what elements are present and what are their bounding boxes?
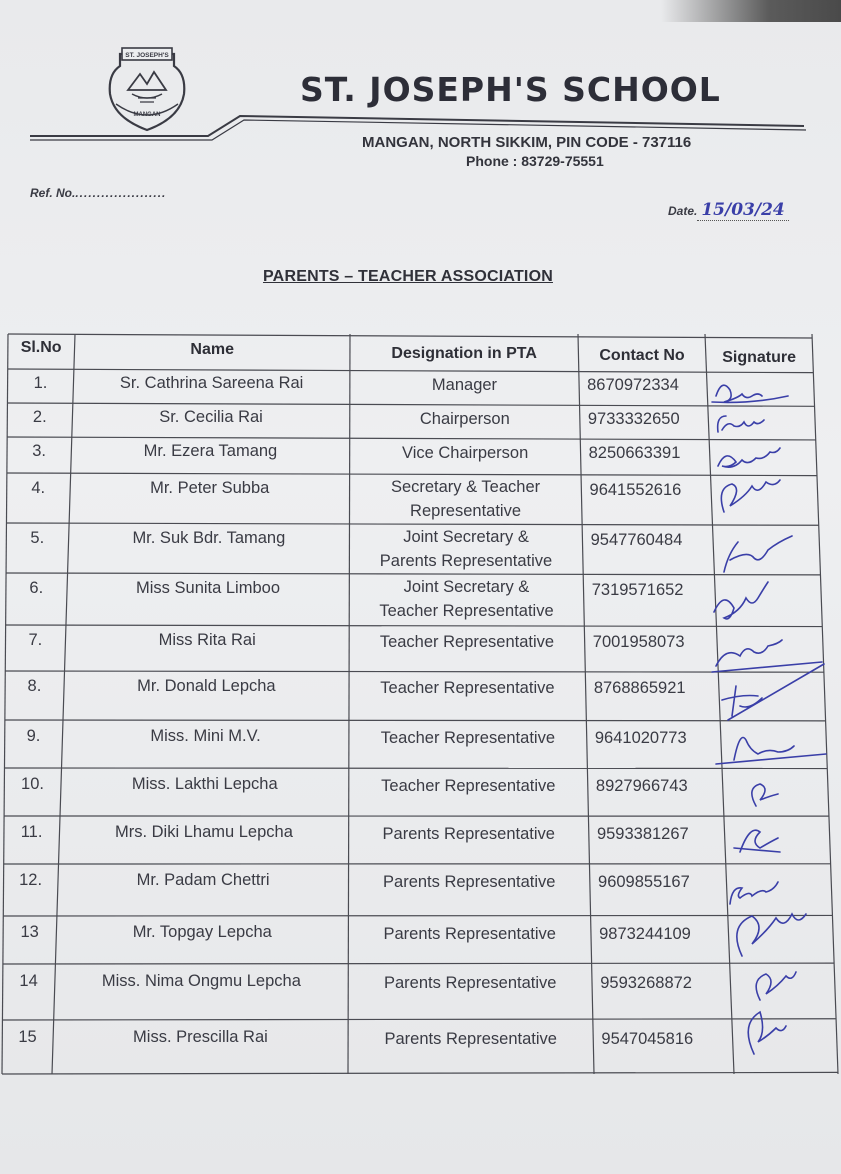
signature-14: [756, 972, 796, 1000]
cell-designation-line: Teacher Representative: [379, 602, 554, 620]
signature-10: [752, 784, 778, 806]
cell-designation-line: Teacher Representative: [379, 633, 555, 652]
cell-designation-line: Parents Representative: [384, 973, 557, 992]
cell-slno: 8.: [27, 677, 42, 696]
cell-slno: 3.: [32, 442, 46, 461]
ref-dots: .....................: [75, 186, 167, 200]
cell-name: Sr. Cecilia Rai: [159, 408, 263, 427]
cell-contact: 9593381267: [596, 825, 689, 843]
cell-slno: 6.: [29, 579, 44, 597]
cell-designation-line: Vice Chairperson: [402, 444, 529, 463]
signature-13: [737, 914, 806, 956]
cell-slno: 15: [18, 1027, 37, 1046]
cell-name: Sr. Cathrina Sareena Rai: [119, 374, 304, 392]
cell-slno: 13: [20, 923, 39, 942]
signature-2: [718, 416, 764, 432]
signature-7: [712, 640, 822, 672]
school-address: MANGAN, NORTH SIKKIM, PIN CODE - 737116: [362, 134, 692, 151]
cell-designation-line: Secretary & Teacher: [390, 478, 541, 496]
school-name: ST. JOSEPH'S SCHOOL: [300, 70, 721, 109]
cell-designation-line: Parents Representative: [383, 873, 556, 892]
date-label: Date.: [668, 204, 698, 218]
header-designation: Designation in PTA: [391, 345, 537, 362]
header-signature: Signature: [722, 349, 797, 366]
cell-designation-line: Parents Representative: [384, 1029, 557, 1048]
cell-name: Mr. Topgay Lepcha: [132, 923, 272, 942]
cell-name: Mr. Peter Subba: [150, 478, 270, 497]
date-value: 15/03/24: [697, 200, 788, 221]
signature-3: [718, 448, 780, 467]
signature-8: [722, 664, 824, 720]
ref-label: Ref. No.: [30, 186, 76, 200]
cell-designation-line: Teacher Representative: [380, 728, 555, 747]
cell-name: Miss Sunita Limboo: [136, 579, 280, 597]
signature-5: [724, 536, 792, 572]
cell-name: Miss. Nima Ongmu Lepcha: [101, 971, 301, 990]
signature-12: [730, 882, 778, 904]
cell-slno: 12.: [19, 871, 43, 890]
header-slno: Sl.No: [20, 339, 62, 356]
cell-contact: 7319571652: [591, 581, 684, 599]
signature-15: [748, 1012, 786, 1054]
cell-designation-line: Representative: [410, 502, 522, 520]
signature-6: [714, 582, 768, 619]
cell-contact: 9641020773: [594, 728, 687, 747]
cell-slno: 10.: [21, 774, 44, 793]
cell-contact: 7001958073: [592, 633, 685, 652]
cell-name: Mrs. Diki Lhamu Lepcha: [114, 823, 293, 841]
cell-slno: 4.: [31, 478, 46, 497]
cell-designation-line: Joint Secretary &: [403, 578, 530, 596]
cell-designation-line: Joint Secretary &: [403, 528, 529, 546]
logo-text-top: ST. JOSEPH'S: [125, 52, 169, 59]
cell-slno: 14: [19, 971, 38, 990]
cell-name: Miss. Mini M.V.: [150, 726, 261, 745]
header-name: Name: [190, 341, 234, 358]
document-title: PARENTS – TEACHER ASSOCIATION: [263, 268, 553, 285]
cell-slno: 2.: [32, 408, 47, 427]
cell-slno: 9.: [26, 726, 41, 745]
school-phone: Phone : 83729-75551: [466, 153, 604, 169]
logo-text-bottom: MANGAN: [133, 112, 161, 118]
cell-contact: 9593268872: [600, 973, 692, 992]
cell-designation-line: Parents Representative: [383, 925, 556, 944]
cell-contact: 9873244109: [599, 925, 691, 944]
cell-contact: 9733332650: [587, 410, 680, 429]
cell-designation-line: Manager: [431, 376, 498, 394]
cell-contact: 8250663391: [588, 444, 681, 463]
cell-name: Miss. Lakthi Lepcha: [131, 774, 278, 793]
cell-name: Mr. Suk Bdr. Tamang: [132, 528, 286, 547]
cell-slno: 5.: [30, 528, 45, 547]
cell-contact: 9547045816: [601, 1029, 694, 1048]
cell-name: Miss Rita Rai: [158, 631, 256, 650]
cell-slno: 7.: [28, 631, 43, 650]
cell-designation-line: Teacher Representative: [380, 679, 555, 698]
cell-slno: 11.: [20, 823, 43, 841]
signature-9: [716, 738, 826, 765]
cell-slno: 1.: [33, 374, 48, 392]
signature-11: [734, 830, 780, 852]
cell-name: Mr. Padam Chettri: [136, 871, 270, 890]
cell-designation-line: Parents Representative: [379, 552, 553, 570]
header-contact: Contact No: [599, 347, 685, 364]
cell-contact: 9641552616: [589, 480, 682, 499]
cell-name: Miss. Prescilla Rai: [133, 1027, 268, 1046]
signature-1: [712, 385, 788, 402]
cell-contact: 8670972334: [587, 376, 679, 394]
cell-name: Mr. Donald Lepcha: [137, 677, 276, 696]
cell-designation-line: Parents Representative: [382, 825, 555, 843]
cell-name: Mr. Ezera Tamang: [143, 442, 278, 461]
cell-contact: 8927966743: [595, 776, 688, 795]
cell-contact: 9547760484: [590, 530, 683, 549]
signature-4: [721, 480, 780, 512]
cell-contact: 9609855167: [598, 873, 690, 892]
cell-designation-line: Chairperson: [419, 410, 510, 429]
cell-designation-line: Teacher Representative: [381, 776, 556, 795]
cell-contact: 8768865921: [593, 679, 686, 698]
